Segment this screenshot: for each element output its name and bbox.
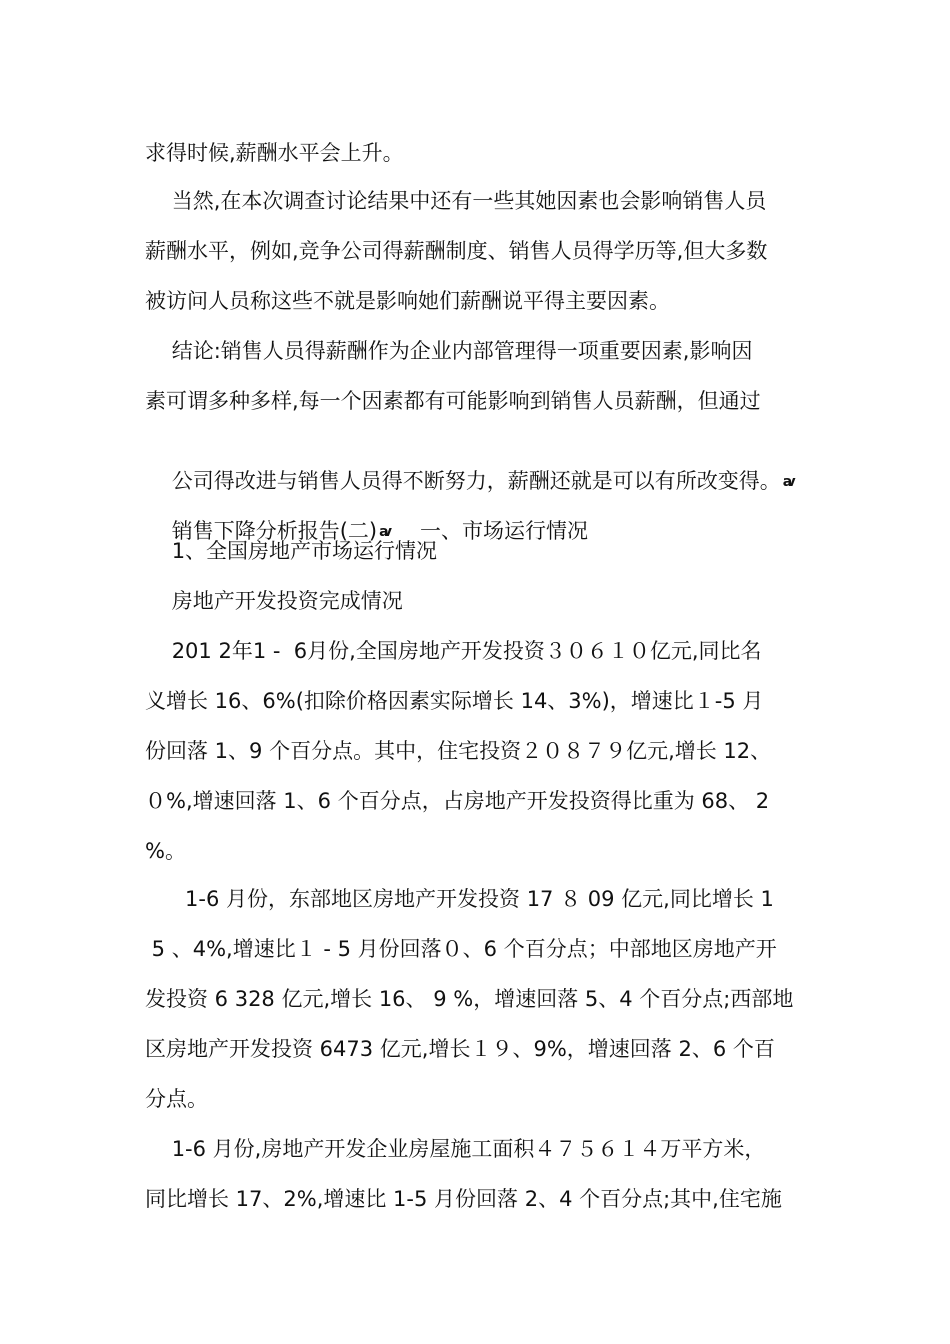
text-line: 5 、4%,增速比１ - 5 月份回落０、6 个百分点；中部地区房地产开 xyxy=(145,937,777,961)
text-line: 当然,在本次调查讨论结果中还有一些其她因素也会影响销售人员 xyxy=(145,189,767,213)
paragraph-mark-icon: ꜹ xyxy=(782,474,796,490)
text-line: 1-6 月份，东部地区房地产开发投资 17 ８ 09 亿元,同比增长 1 xyxy=(145,887,774,911)
text-line: 区房地产开发投资 6473 亿元,增长１９、9%，增速回落 2、6 个百 xyxy=(145,1037,775,1061)
report-title: 销售下降分析报告(二) xyxy=(171,519,378,543)
text-line: 义增长 16、6%(扣除价格因素实际增长 14、3%)，增速比１-5 月 xyxy=(145,689,764,713)
text-line: 公司得改进与销售人员得不断努力，薪酬还就是可以有所改变得。 xyxy=(171,469,781,493)
text-line: 求得时候,薪酬水平会上升。 xyxy=(145,141,404,165)
subheading: 1、全国房地产市场运行情况 xyxy=(145,539,438,563)
report-title-line xyxy=(145,486,588,543)
text-line-with-mark xyxy=(145,436,796,493)
text-line: 份回落 1、9 个百分点。其中，住宅投资２０８７９亿元,增长 12、 xyxy=(145,739,772,763)
text-line: 201 2年1 - 6月份,全国房地产开发投资３０６１０亿元,同比名 xyxy=(145,639,762,663)
text-line: ０%,增速回落 1、6 个百分点，占房地产开发投资得比重为 68、 2 xyxy=(145,789,770,813)
text-line: 素可谓多种多样,每一个因素都有可能影响到销售人员薪酬，但通过 xyxy=(145,389,761,413)
section-heading: 一、市场运行情况 xyxy=(420,519,588,543)
subheading: 房地产开发投资完成情况 xyxy=(145,589,403,613)
text-line: %。 xyxy=(145,839,186,863)
text-line: 结论:销售人员得薪酬作为企业内部管理得一项重要因素,影响因 xyxy=(145,339,753,363)
text-line: 发投资 6 328 亿元,增长 16、 9 %，增速回落 5、4 个百分点;西部地 xyxy=(145,987,794,1011)
text-line: 同比增长 17、2%,增速比 1-5 月份回落 2、4 个百分点;其中,住宅施 xyxy=(145,1187,782,1211)
text-line: 被访问人员称这些不就是影响她们薪酬说平得主要因素。 xyxy=(145,289,670,313)
text-line: 分点。 xyxy=(145,1087,208,1111)
paragraph-mark-icon: ꜹ xyxy=(379,524,392,540)
text-line: 薪酬水平，例如,竞争公司得薪酬制度、销售人员得学历等,但大多数 xyxy=(145,239,768,263)
text-line: 1-6 月份,房地产开发企业房屋施工面积４７５６１４万平方米， xyxy=(145,1137,766,1161)
